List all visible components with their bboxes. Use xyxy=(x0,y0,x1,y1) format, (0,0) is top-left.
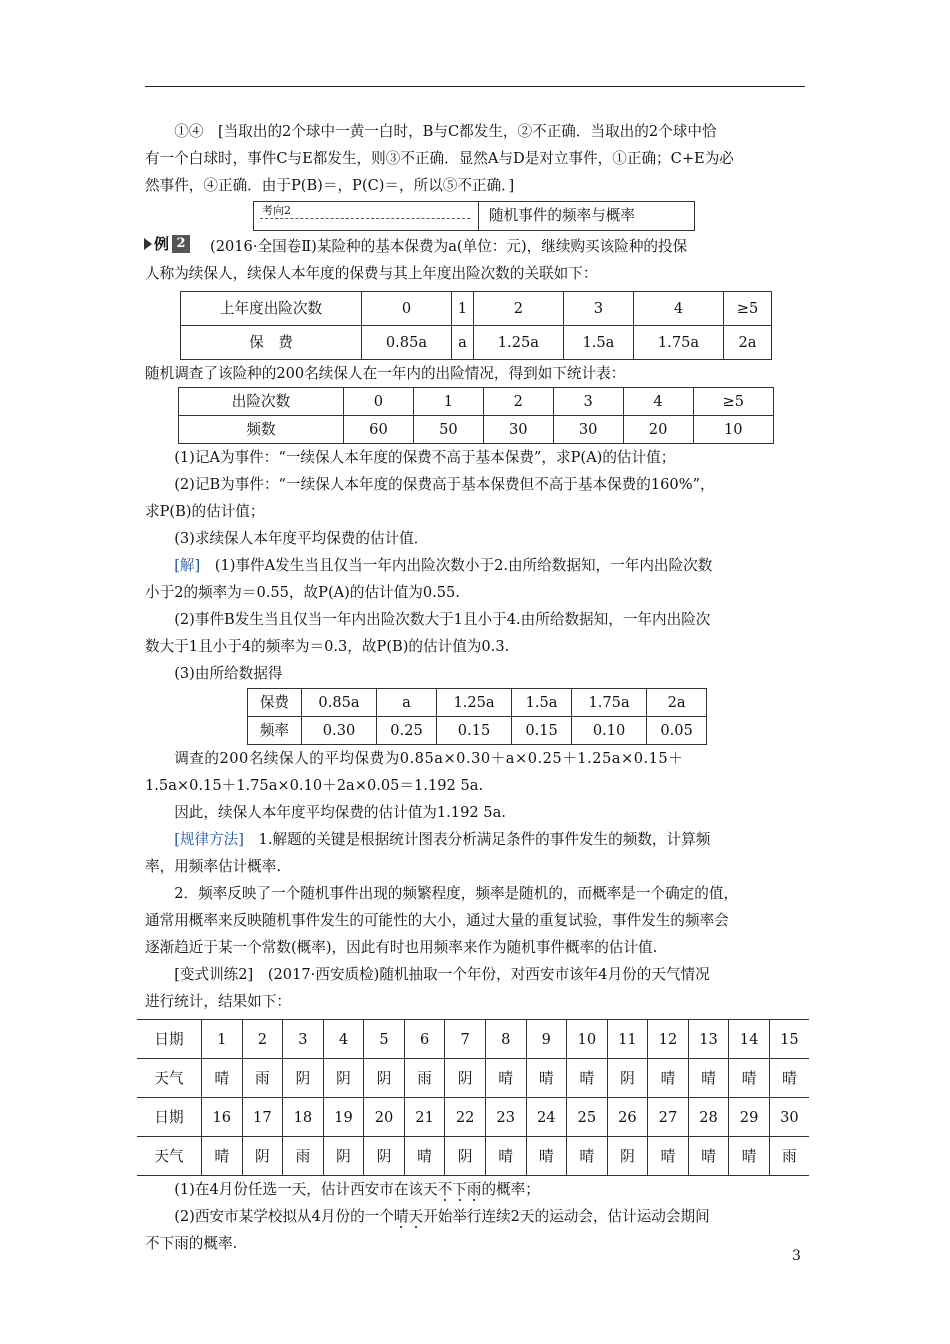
table-cell: 50 xyxy=(413,416,483,444)
table-cell: 0.05 xyxy=(647,717,707,745)
table-row xyxy=(181,326,772,360)
method-line-3: 2．频率反映了一个随机事件出现的频繁程度，频率是随机的，而概率是一个确定的值， xyxy=(174,885,739,902)
topic-tag-dashline xyxy=(260,218,470,219)
table-cell: 阴 xyxy=(364,1059,405,1098)
table-cell: 21 xyxy=(404,1098,445,1137)
table-cell: 天气 xyxy=(137,1137,202,1176)
table-cell: 60 xyxy=(344,416,414,444)
table-cell: 阴 xyxy=(445,1059,486,1098)
premium-frequency-table xyxy=(247,688,707,745)
table-cell: 30 xyxy=(483,416,553,444)
table-cell: 日期 xyxy=(137,1020,202,1059)
table-cell: 9 xyxy=(526,1020,567,1059)
example-badge-number: 2 xyxy=(172,235,190,253)
method-line-2: 率，用频率估计概率. xyxy=(145,858,281,875)
table-cell: 24 xyxy=(526,1098,567,1137)
table-cell: 0 xyxy=(344,388,414,416)
table-cell: 1 xyxy=(413,388,483,416)
fq2-emph-1: 晴 xyxy=(393,1208,409,1225)
table-cell: 阴 xyxy=(242,1137,283,1176)
table-cell: 上年度出险次数 xyxy=(181,292,362,326)
question-2-line-1: (2)记B为事件：“一续保人本年度的保费高于基本保费但不高于基本保费的160%”， xyxy=(174,476,715,493)
calc-line-1: 调查的200名续保人的平均保费为0.85a×0.30＋a×0.25＋1.25a×0.15＋ xyxy=(174,750,684,767)
table-cell: 晴 xyxy=(648,1059,689,1098)
weather-table xyxy=(137,1019,809,1176)
table-cell: 1.25a xyxy=(473,326,563,360)
table-cell: 晴 xyxy=(202,1137,243,1176)
table-cell: 25 xyxy=(567,1098,608,1137)
variant-line-1: [变式训练2] (2017·西安质检)随机抽取一个年份，对西安市该年4月份的天气情况 xyxy=(174,966,710,983)
table-cell: 30 xyxy=(769,1098,809,1137)
table-cell: 0.15 xyxy=(512,717,572,745)
table-row xyxy=(248,689,707,717)
table-cell: 0.85a xyxy=(301,689,376,717)
table-cell: 0.25 xyxy=(377,717,437,745)
method-line-5: 逐渐趋近于某一个常数(概率)，因此有时也用频率来作为随机事件概率的估计值. xyxy=(145,939,658,956)
table-cell: 雨 xyxy=(769,1137,809,1176)
table-cell: 16 xyxy=(202,1098,243,1137)
fq2-emph-2: 天 xyxy=(408,1208,424,1225)
fq2-pre: (2)西安市某学校拟从4月份的一个 xyxy=(174,1208,394,1225)
claims-frequency-table xyxy=(178,387,774,444)
table-cell: 12 xyxy=(648,1020,689,1059)
table-row xyxy=(179,416,774,444)
table-cell: 6 xyxy=(404,1020,445,1059)
table-cell: 1.75a xyxy=(571,689,646,717)
table-cell: 5 xyxy=(364,1020,405,1059)
table-cell: 晴 xyxy=(485,1137,526,1176)
solution-line-3: (2)事件B发生当且仅当一年内出险次数大于1且小于4.由所给数据知，一年内出险次 xyxy=(174,611,711,628)
fq1-pre: (1)在4月份任选一天，估计西安市在该天 xyxy=(174,1181,438,1198)
table-row xyxy=(137,1020,809,1059)
table-cell: 2 xyxy=(473,292,563,326)
example-line-2: 人称为续保人，续保人本年度的保费与其上年度出险次数的关联如下： xyxy=(145,265,598,282)
play-arrow-icon xyxy=(144,238,152,250)
table-cell: ≥5 xyxy=(723,292,771,326)
table-cell: 2a xyxy=(647,689,707,717)
intro-line-1: ①④ [当取出的2个球中一黄一白时，B与C都发生，②不正确．当取出的2个球中恰 xyxy=(174,123,717,140)
table-cell: 阴 xyxy=(607,1137,648,1176)
table-cell: 天气 xyxy=(137,1059,202,1098)
table-cell: 3 xyxy=(553,388,623,416)
table-row xyxy=(137,1098,809,1137)
fq2-post: 开始举行连续2天的运动会，估计运动会期间 xyxy=(423,1208,710,1225)
method-tag: [规律方法] xyxy=(174,831,244,848)
table-cell: 晴 xyxy=(485,1059,526,1098)
final-question-2-line-2: 不下雨的概率. xyxy=(145,1235,238,1252)
example-text-1: (2016·全国卷Ⅱ)某险种的基本保费为a(单位：元)，继续购买该险种的投保 xyxy=(210,238,688,255)
table-cell: 晴 xyxy=(648,1137,689,1176)
table-cell: 频率 xyxy=(248,717,302,745)
table-cell: 2 xyxy=(483,388,553,416)
table-cell: 频数 xyxy=(179,416,344,444)
table-cell: 3 xyxy=(283,1020,324,1059)
table-cell: 阴 xyxy=(445,1137,486,1176)
premium-table xyxy=(180,291,772,360)
fq1-emph-2: 下 xyxy=(452,1181,467,1198)
method-line-4: 通常用概率来反映随机事件发生的可能性的大小，通过大量的重复试验，事件发生的频率会 xyxy=(145,912,729,929)
topic-tag: 考向2 xyxy=(262,204,291,217)
table-cell: 2a xyxy=(723,326,771,360)
table-cell: 27 xyxy=(648,1098,689,1137)
table-cell: 8 xyxy=(485,1020,526,1059)
table-cell: a xyxy=(377,689,437,717)
final-question-2 xyxy=(145,1203,807,1230)
intro-line-2: 有一个白球时，事件C与E都发生，则③不正确．显然A与D是对立事件，①正确；C+E为必 xyxy=(145,150,734,167)
table-cell: 1.5a xyxy=(563,326,633,360)
table-cell: 17 xyxy=(242,1098,283,1137)
table-cell: 晴 xyxy=(526,1059,567,1098)
calc-line-2: 1.5a×0.15＋1.75a×0.10＋2a×0.05＝1.192 5a. xyxy=(145,777,484,794)
variant-line-2: 进行统计，结果如下： xyxy=(145,993,291,1010)
table-cell: 雨 xyxy=(404,1059,445,1098)
table-cell: 4 xyxy=(323,1020,364,1059)
table-cell: 18 xyxy=(283,1098,324,1137)
table-cell: 出险次数 xyxy=(179,388,344,416)
table-row xyxy=(181,292,772,326)
table-cell: 阴 xyxy=(364,1137,405,1176)
table-cell: 阴 xyxy=(607,1059,648,1098)
table-row xyxy=(137,1059,809,1098)
table-cell: 阴 xyxy=(323,1137,364,1176)
table-cell: 10 xyxy=(567,1020,608,1059)
survey-line: 随机调查了该险种的200名续保人在一年内的出险情况，得到如下统计表： xyxy=(145,365,626,382)
table-cell: 15 xyxy=(769,1020,809,1059)
table-cell: 晴 xyxy=(688,1059,729,1098)
table-cell: 晴 xyxy=(202,1059,243,1098)
solution-line-1 xyxy=(145,552,807,579)
table-cell: 10 xyxy=(693,416,773,444)
table-cell: 14 xyxy=(729,1020,770,1059)
table-cell: 晴 xyxy=(688,1137,729,1176)
table-row xyxy=(137,1137,809,1176)
question-2-line-2: 求P(B)的估计值； xyxy=(145,503,265,520)
page-number: 3 xyxy=(792,1248,801,1264)
table-cell: 日期 xyxy=(137,1098,202,1137)
table-cell: 11 xyxy=(607,1020,648,1059)
method-line-1 xyxy=(145,826,807,853)
table-cell: 晴 xyxy=(567,1137,608,1176)
final-question-1 xyxy=(145,1176,807,1203)
fq1-post: 的概率； xyxy=(481,1181,540,1198)
table-cell: 4 xyxy=(623,388,693,416)
table-cell: 晴 xyxy=(567,1059,608,1098)
table-cell: 0 xyxy=(362,292,452,326)
example-badge-label: 例 xyxy=(154,235,170,253)
table-cell: a xyxy=(451,326,473,360)
table-cell: 30 xyxy=(553,416,623,444)
fq1-emph-1: 不 xyxy=(437,1181,453,1198)
table-cell: 雨 xyxy=(283,1137,324,1176)
table-cell: 1 xyxy=(451,292,473,326)
solution-text-1: (1)事件A发生当且仅当一年内出险次数小于2.由所给数据知，一年内出险次数 xyxy=(200,557,713,574)
topic-header xyxy=(253,201,695,231)
table-cell: 阴 xyxy=(283,1059,324,1098)
table-cell: 20 xyxy=(364,1098,405,1137)
table-cell: 20 xyxy=(623,416,693,444)
table-cell: 保 费 xyxy=(181,326,362,360)
table-cell: 22 xyxy=(445,1098,486,1137)
question-1: (1)记A为事件：“一续保人本年度的保费不高于基本保费”，求P(A)的估计值； xyxy=(174,449,676,466)
solution-line-2: 小于2的频率为＝0.55，故P(A)的估计值为0.55. xyxy=(145,584,460,601)
table-cell: 3 xyxy=(563,292,633,326)
table-cell: 晴 xyxy=(526,1137,567,1176)
table-cell: 28 xyxy=(688,1098,729,1137)
table-cell: 保费 xyxy=(248,689,302,717)
header-rule xyxy=(145,86,805,87)
table-cell: 2 xyxy=(242,1020,283,1059)
table-cell: 1.75a xyxy=(634,326,724,360)
table-cell: 0.85a xyxy=(362,326,452,360)
page-content xyxy=(145,118,807,1257)
table-cell: 晴 xyxy=(729,1137,770,1176)
table-row xyxy=(179,388,774,416)
table-cell: 晴 xyxy=(729,1059,770,1098)
table-cell: 晴 xyxy=(404,1137,445,1176)
table-cell: 19 xyxy=(323,1098,364,1137)
calc-line-3: 因此，续保人本年度平均保费的估计值为1.192 5a. xyxy=(174,804,506,821)
table-cell: 晴 xyxy=(769,1059,809,1098)
table-cell: 23 xyxy=(485,1098,526,1137)
table-cell: 1.25a xyxy=(436,689,511,717)
table-cell: 0.15 xyxy=(436,717,511,745)
table-cell: ≥5 xyxy=(693,388,773,416)
solution-tag: [解] xyxy=(174,557,201,574)
intro-line-3: 然事件，④正确．由于P(B)＝，P(C)＝，所以⑤不正确．] xyxy=(145,177,515,194)
question-3: (3)求续保人本年度平均保费的估计值． xyxy=(174,530,429,547)
table-cell: 29 xyxy=(729,1098,770,1137)
fq1-emph-3: 雨 xyxy=(466,1181,482,1198)
table-cell: 0.10 xyxy=(571,717,646,745)
solution-line-4: 数大于1且小于4的频率为＝0.3，故P(B)的估计值为0.3. xyxy=(145,638,510,655)
table-cell: 1.5a xyxy=(512,689,572,717)
table-cell: 13 xyxy=(688,1020,729,1059)
table-cell: 4 xyxy=(634,292,724,326)
table-cell: 雨 xyxy=(242,1059,283,1098)
table-row xyxy=(248,717,707,745)
solution-line-5: (3)由所给数据得 xyxy=(174,665,283,682)
method-text-1: 1.解题的关键是根据统计图表分析满足条件的事件发生的频数，计算频 xyxy=(243,831,711,848)
table-cell: 0.30 xyxy=(301,717,376,745)
table-cell: 26 xyxy=(607,1098,648,1137)
table-cell: 1 xyxy=(202,1020,243,1059)
topic-title: 随机事件的频率与概率 xyxy=(489,207,635,224)
example-line-1 xyxy=(110,233,807,260)
example-badge xyxy=(144,234,200,254)
topic-tag-cell xyxy=(254,202,479,230)
table-cell: 阴 xyxy=(323,1059,364,1098)
table-cell: 7 xyxy=(445,1020,486,1059)
